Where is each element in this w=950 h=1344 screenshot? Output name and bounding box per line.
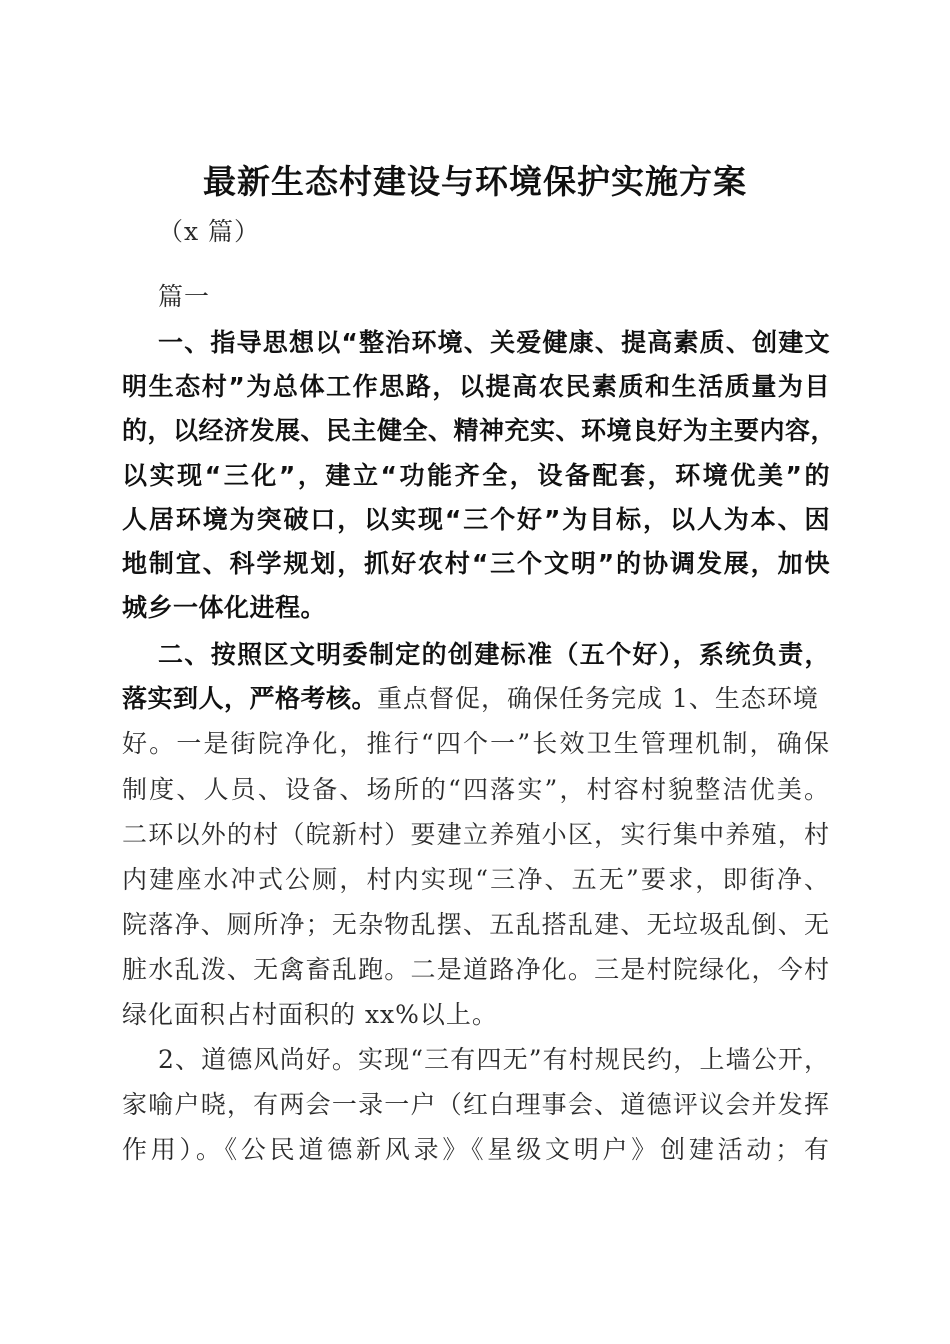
subtitle-note: （x 篇） [158, 217, 261, 246]
paragraph-line: 院落净、厕所净；无杂物乱摆、五乱搭乱建、无垃圾乱倒、无 [122, 910, 830, 939]
paragraph-line: 一、指导思想以“整治环境、关爱健康、提高素质、创建文 [158, 328, 830, 357]
paragraph-line: 好。一是街院净化，推行“四个一”长效卫生管理机制，确保 [122, 729, 830, 758]
paragraph-line: 二、按照区文明委制定的创建标准（五个好），系统负责， [158, 640, 830, 669]
paragraph-bold-segment: 落实到人，严格考核。 [122, 684, 378, 713]
section-label: 篇一 [158, 282, 211, 311]
paragraph-line: 的，以经济发展、民主健全、精神充实、环境良好为主要内容， [122, 416, 837, 445]
paragraph-line: 脏水乱泼、无禽畜乱跑。二是道路净化。三是村院绿化，今村 [122, 955, 830, 984]
paragraph-light-segment: 重点督促，确保任务完成 1、生态环境 [377, 684, 819, 713]
paragraph-line: 作用）。《公民道德新风录》《星级文明户》创建活动；有 [122, 1135, 830, 1164]
paragraph-line: 内建座水冲式公厕，村内实现“三净、五无”要求，即街净、 [122, 865, 830, 894]
paragraph-line: 以实现“三化”，建立“功能齐全，设备配套，环境优美”的 [122, 461, 830, 490]
paragraph-line: 人居环境为突破口，以实现“三个好”为目标，以人为本、因 [122, 505, 830, 534]
paragraph-line: 制度、人员、设备、场所的“四落实”，村容村貌整洁优美。 [122, 775, 830, 804]
paragraph-line: 2、道德风尚好。实现“三有四无”有村规民约，上墙公开， [158, 1045, 830, 1074]
paragraph-line-mixed [122, 677, 830, 722]
paragraph-line: 绿化面积占村面积的 xx%以上。 [122, 1000, 498, 1029]
paragraph-line: 二环以外的村（皖新村）要建立养殖小区，实行集中养殖，村 [122, 820, 830, 849]
paragraph-line: 明生态村”为总体工作思路，以提高农民素质和生活质量为目 [122, 372, 830, 401]
paragraph-line: 地制宜、科学规划，抓好农村“三个文明”的协调发展，加快 [122, 549, 830, 578]
paragraph-line: 城乡一体化进程。 [122, 593, 327, 622]
paragraph-line: 家喻户晓，有两会一录一户（红白理事会、道德评议会并发挥 [122, 1090, 830, 1119]
document-title: 最新生态村建设与环境保护实施方案 [203, 162, 747, 202]
